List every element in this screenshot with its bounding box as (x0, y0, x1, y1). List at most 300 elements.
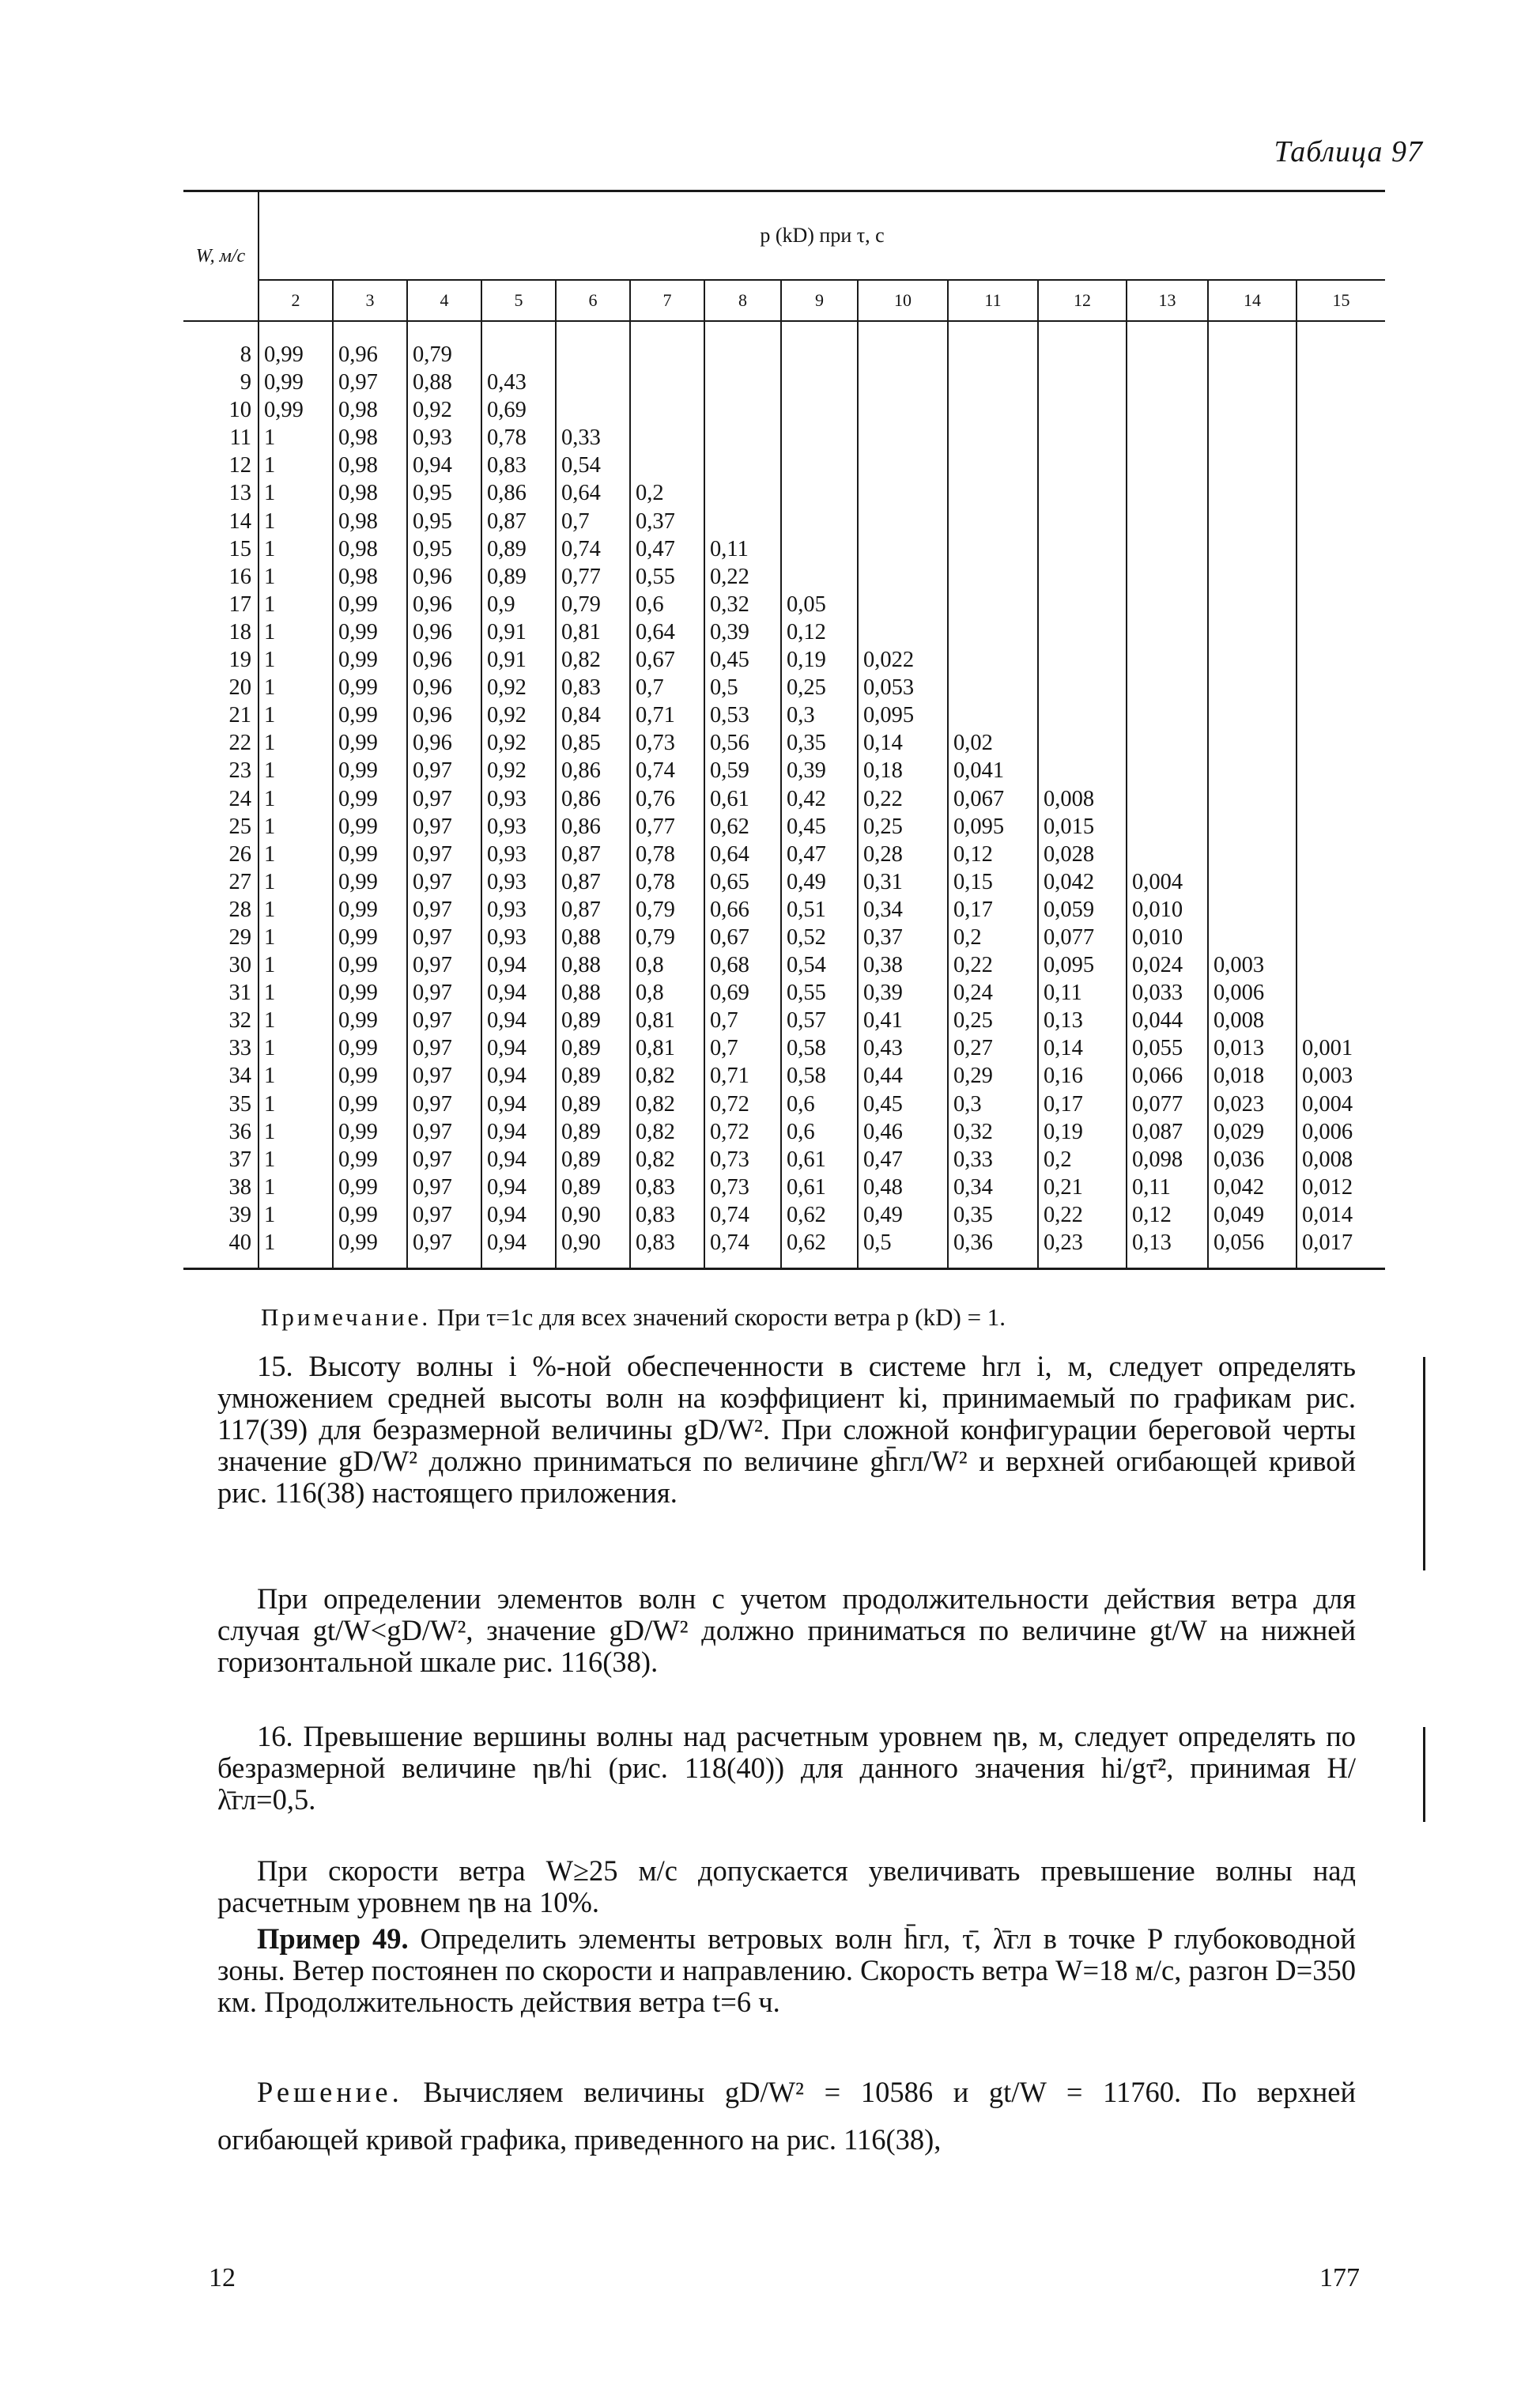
probability-cell: 0,93 (407, 424, 481, 452)
probability-cell: 0,5 (704, 674, 781, 701)
probability-cell (704, 424, 781, 452)
probability-cell: 0,3 (781, 701, 858, 729)
probability-cell: 0,46 (858, 1118, 948, 1146)
probability-cell (1127, 729, 1208, 757)
probability-cell (1297, 479, 1385, 507)
table-row (183, 979, 1385, 1007)
table-row (183, 508, 1385, 535)
probability-cell: 0,2 (1038, 1146, 1127, 1173)
probability-cell: 0,61 (781, 1173, 858, 1201)
probability-cell (1297, 924, 1385, 951)
probability-cell: 0,010 (1127, 896, 1208, 924)
probability-cell: 0,74 (556, 535, 630, 563)
probability-cell (556, 368, 630, 396)
probability-cell: 0,39 (858, 979, 948, 1007)
wind-speed-cell: 13 (228, 481, 251, 506)
probability-cell: 0,71 (704, 1062, 781, 1090)
probability-cell: 0,94 (481, 979, 556, 1007)
probability-cell: 0,14 (1038, 1034, 1127, 1062)
probability-cell: 0,018 (1208, 1062, 1297, 1090)
probability-cell (1038, 563, 1127, 591)
probability-cell (1208, 424, 1297, 452)
table-row (183, 321, 1385, 368)
probability-cell (1208, 368, 1297, 396)
probability-cell (1297, 396, 1385, 424)
probability-cell: 0,6 (781, 1090, 858, 1118)
probability-cell (858, 368, 948, 396)
probability-cell (1127, 479, 1208, 507)
probability-cell: 1 (259, 535, 333, 563)
table-row (183, 1173, 1385, 1201)
probability-cell: 0,69 (704, 979, 781, 1007)
probability-cell (858, 618, 948, 646)
probability-cell: 0,55 (630, 563, 704, 591)
probability-cell: 0,97 (407, 813, 481, 841)
probability-cell: 0,52 (781, 924, 858, 951)
probability-cell: 0,89 (556, 1007, 630, 1034)
probability-cell: 0,92 (407, 396, 481, 424)
table-row (183, 535, 1385, 563)
solution-text: Вычисляем величины gD/W² = 10586 и gt/W = 11760. По верхней огибающей кривой графика, приведенного на рис. 116(38), (217, 2076, 1357, 2156)
probability-cell: 0,94 (481, 1201, 556, 1229)
probability-cell (1208, 729, 1297, 757)
probability-cell: 0,94 (481, 1090, 556, 1118)
table-row (183, 813, 1385, 841)
probability-cell: 0,97 (407, 1229, 481, 1269)
probability-cell: 0,99 (333, 1229, 407, 1269)
probability-cell (1297, 321, 1385, 368)
probability-cell: 0,15 (948, 868, 1038, 896)
probability-cell: 0,99 (333, 646, 407, 674)
probability-cell: 0,97 (407, 1201, 481, 1229)
probability-cell: 0,90 (556, 1201, 630, 1229)
probability-cell: 0,72 (704, 1090, 781, 1118)
table-row (183, 1062, 1385, 1090)
table-row (183, 1229, 1385, 1269)
probability-cell (1297, 508, 1385, 535)
probability-cell (948, 321, 1038, 368)
probability-cell: 0,62 (704, 813, 781, 841)
wind-speed-cell: 14 (228, 508, 251, 534)
probability-cell: 0,96 (407, 674, 481, 701)
probability-cell: 0,83 (556, 674, 630, 701)
table-row (183, 757, 1385, 784)
probability-cell: 0,47 (630, 535, 704, 563)
probability-cell: 0,023 (1208, 1090, 1297, 1118)
probability-cell: 0,001 (1297, 1034, 1385, 1062)
table-97 (183, 190, 1353, 1270)
probability-cell: 0,78 (630, 841, 704, 868)
probability-cell: 0,22 (948, 951, 1038, 979)
wind-speed-cell: 39 (228, 1202, 251, 1227)
probability-cell: 0,94 (481, 1118, 556, 1146)
probability-cell (1038, 535, 1127, 563)
probability-cell (1297, 368, 1385, 396)
probability-cell: 0,049 (1208, 1201, 1297, 1229)
probability-cell: 0,066 (1127, 1062, 1208, 1090)
table-note (261, 1303, 1368, 1332)
probability-cell: 1 (259, 701, 333, 729)
probability-cell (1038, 452, 1127, 479)
probability-cell (556, 396, 630, 424)
probability-cell (1127, 424, 1208, 452)
example-49 (217, 1923, 1356, 2018)
probability-cell: 0,23 (1038, 1229, 1127, 1269)
wind-speed-cell: 15 (228, 536, 251, 561)
probability-cell: 0,077 (1127, 1090, 1208, 1118)
probability-cell (781, 508, 858, 535)
probability-cell (1208, 535, 1297, 563)
wind-speed-cell: 25 (228, 814, 251, 839)
probability-cell (1127, 535, 1208, 563)
probability-cell: 0,97 (407, 1062, 481, 1090)
probability-cell: 1 (259, 618, 333, 646)
page-number: 177 (1319, 2263, 1360, 2292)
probability-cell: 0,37 (630, 508, 704, 535)
probability-cell (1038, 368, 1127, 396)
probability-cell: 0,99 (333, 1062, 407, 1090)
probability-cell (858, 424, 948, 452)
solution-label: Решение. (257, 2076, 403, 2108)
probability-cell: 0,97 (407, 785, 481, 813)
probability-cell: 0,017 (1297, 1229, 1385, 1269)
probability-cell: 0,22 (704, 563, 781, 591)
wind-speed-cell: 17 (228, 591, 251, 617)
probability-cell: 0,97 (407, 951, 481, 979)
probability-cell: 0,18 (858, 757, 948, 784)
probability-cell: 0,94 (481, 1229, 556, 1269)
probability-cell (948, 479, 1038, 507)
wind-speed-cell: 10 (228, 398, 251, 423)
probability-cell: 0,77 (556, 563, 630, 591)
probability-cell: 0,99 (333, 1173, 407, 1201)
probability-cell: 0,74 (704, 1229, 781, 1269)
probability-cell (948, 674, 1038, 701)
probability-cell: 0,96 (407, 591, 481, 618)
margin-line (1423, 1727, 1425, 1822)
probability-cell (1297, 813, 1385, 841)
probability-cell: 0,6 (630, 591, 704, 618)
probability-cell: 0,6 (781, 1118, 858, 1146)
probability-cell (556, 321, 630, 368)
probability-cell: 0,99 (333, 1146, 407, 1173)
probability-cell: 0,86 (556, 757, 630, 784)
table-row (183, 1146, 1385, 1173)
probability-cell: 0,86 (481, 479, 556, 507)
wind-speed-cell: 23 (228, 758, 251, 784)
probability-cell: 0,87 (556, 868, 630, 896)
probability-cell: 0,32 (704, 591, 781, 618)
probability-cell (1208, 563, 1297, 591)
probability-cell: 1 (259, 1201, 333, 1229)
table-row (183, 924, 1385, 951)
wind-speed-cell: 27 (228, 869, 251, 894)
probability-cell: 1 (259, 1034, 333, 1062)
table-row (183, 1007, 1385, 1034)
probability-cell: 0,99 (333, 924, 407, 951)
probability-cell: 0,97 (407, 1034, 481, 1062)
probability-cell: 0,82 (630, 1090, 704, 1118)
probability-cell: 0,89 (556, 1090, 630, 1118)
column-header-6: 6 (556, 280, 630, 321)
probability-cell: 0,87 (481, 508, 556, 535)
probability-cell: 0,93 (481, 785, 556, 813)
probability-cell (948, 591, 1038, 618)
probability-cell: 0,5 (858, 1229, 948, 1269)
probability-cell: 0,067 (948, 785, 1038, 813)
probability-cell: 0,98 (333, 508, 407, 535)
probability-cell: 0,042 (1208, 1173, 1297, 1201)
probability-cell (948, 508, 1038, 535)
probability-cell: 0,99 (333, 674, 407, 701)
probability-cell: 0,97 (407, 1007, 481, 1034)
probability-cell: 0,33 (556, 424, 630, 452)
probability-cell: 0,7 (630, 674, 704, 701)
probability-cell: 0,7 (704, 1034, 781, 1062)
probability-cell: 0,7 (556, 508, 630, 535)
probability-cell: 0,99 (333, 618, 407, 646)
wind-speed-cell: 8 (240, 342, 251, 367)
header-probability-group: p (kD) при τ, с (259, 191, 1385, 281)
probability-cell: 0,99 (333, 1118, 407, 1146)
column-header-13: 13 (1127, 280, 1208, 321)
probability-cell (858, 452, 948, 479)
probability-cell: 0,79 (630, 924, 704, 951)
probability-cell: 0,12 (1127, 1201, 1208, 1229)
probability-cell: 0,97 (407, 757, 481, 784)
probability-cell (1297, 591, 1385, 618)
probability-cell: 0,99 (333, 785, 407, 813)
probability-cell (858, 591, 948, 618)
table-row (183, 896, 1385, 924)
probability-cell (1127, 757, 1208, 784)
probability-cell: 1 (259, 674, 333, 701)
probability-cell (948, 396, 1038, 424)
probability-cell: 0,94 (481, 1173, 556, 1201)
probability-cell: 0,72 (704, 1118, 781, 1146)
probability-cell (1127, 321, 1208, 368)
probability-cell (630, 321, 704, 368)
wind-speed-cell: 11 (229, 425, 251, 451)
probability-cell (1208, 701, 1297, 729)
probability-cell: 0,71 (630, 701, 704, 729)
probability-cell: 0,82 (556, 646, 630, 674)
probability-cell: 0,34 (858, 896, 948, 924)
probability-cell: 0,055 (1127, 1034, 1208, 1062)
probability-cell: 0,11 (1038, 979, 1127, 1007)
probability-cell: 0,13 (1127, 1229, 1208, 1269)
probability-cell: 0,86 (556, 813, 630, 841)
probability-cell: 0,89 (556, 1118, 630, 1146)
probability-cell: 0,095 (1038, 951, 1127, 979)
probability-cell: 0,53 (704, 701, 781, 729)
probability-cell: 0,7 (704, 1007, 781, 1034)
probability-cell: 0,92 (481, 757, 556, 784)
probability-cell: 0,99 (333, 1090, 407, 1118)
probability-cell: 0,74 (630, 757, 704, 784)
probability-cell: 0,89 (556, 1034, 630, 1062)
probability-cell: 0,78 (481, 424, 556, 452)
probability-cell (1127, 646, 1208, 674)
probability-cell: 0,96 (407, 701, 481, 729)
table-row (183, 1090, 1385, 1118)
wind-speed-cell: 22 (228, 731, 251, 756)
probability-cell: 0,99 (259, 321, 333, 368)
probability-cell: 0,13 (1038, 1007, 1127, 1034)
probability-cell: 0,087 (1127, 1118, 1208, 1146)
probability-cell: 0,99 (333, 1201, 407, 1229)
probability-cell: 0,73 (704, 1173, 781, 1201)
probability-cell: 0,57 (781, 1007, 858, 1034)
probability-cell: 0,73 (630, 729, 704, 757)
probability-cell: 0,12 (781, 618, 858, 646)
probability-cell: 0,91 (481, 618, 556, 646)
probability-cell: 0,008 (1297, 1146, 1385, 1173)
probability-cell: 0,014 (1297, 1201, 1385, 1229)
probability-cell: 0,83 (630, 1201, 704, 1229)
probability-cell: 0,12 (948, 841, 1038, 868)
probability-cell (1127, 813, 1208, 841)
probability-cell (1297, 868, 1385, 896)
probability-cell: 0,99 (333, 951, 407, 979)
probability-cell: 0,99 (333, 841, 407, 868)
probability-cell (1297, 618, 1385, 646)
probability-cell: 0,54 (556, 452, 630, 479)
probability-cell: 0,041 (948, 757, 1038, 784)
probability-cell (1038, 321, 1127, 368)
probability-cell: 0,98 (333, 535, 407, 563)
probability-cell: 0,042 (1038, 868, 1127, 896)
probability-cell: 0,58 (781, 1034, 858, 1062)
wind-speed-cell: 21 (228, 703, 251, 728)
probability-cell: 0,45 (858, 1090, 948, 1118)
probability-cell (858, 321, 948, 368)
probability-cell: 1 (259, 729, 333, 757)
probability-cell (1208, 813, 1297, 841)
probability-cell: 0,059 (1038, 896, 1127, 924)
column-header-14: 14 (1208, 280, 1297, 321)
probability-cell: 0,93 (481, 896, 556, 924)
probability-cell (948, 701, 1038, 729)
probability-cell (781, 368, 858, 396)
probability-cell (948, 563, 1038, 591)
probability-cell (704, 321, 781, 368)
column-header-9: 9 (781, 280, 858, 321)
probability-cell (1127, 452, 1208, 479)
probability-cell: 0,79 (556, 591, 630, 618)
probability-cell (1038, 757, 1127, 784)
probability-cell: 1 (259, 924, 333, 951)
probability-cell: 0,56 (704, 729, 781, 757)
probability-cell: 0,49 (781, 868, 858, 896)
probability-cell: 0,64 (556, 479, 630, 507)
probability-cell: 0,59 (704, 757, 781, 784)
probability-cell (858, 563, 948, 591)
probability-cell: 0,95 (407, 479, 481, 507)
probability-cell (781, 424, 858, 452)
probability-cell (858, 535, 948, 563)
probability-cell (1208, 591, 1297, 618)
probability-cell: 0,47 (858, 1146, 948, 1173)
probability-cell: 0,99 (333, 813, 407, 841)
probability-cell (1208, 785, 1297, 813)
probability-cell: 0,84 (556, 701, 630, 729)
probability-cell: 0,94 (481, 1034, 556, 1062)
probability-cell: 0,81 (630, 1034, 704, 1062)
paragraph-16: 16. Превышение вершины волны над расчетным уровнем ηв, м, следует определять по безразмерной величине ηв/hi (рис. 118(40)) для данного значения hi/gτ̄², принимая H/λ̄гл=0,5. (217, 1720, 1356, 1816)
probability-cell (630, 368, 704, 396)
table-row (183, 701, 1385, 729)
probability-cell: 1 (259, 1173, 333, 1201)
probability-cell: 0,095 (948, 813, 1038, 841)
probability-cell: 0,036 (1208, 1146, 1297, 1173)
probability-cell: 0,86 (556, 785, 630, 813)
probability-cell: 1 (259, 868, 333, 896)
probability-cell: 0,008 (1208, 1007, 1297, 1034)
probability-cell: 1 (259, 813, 333, 841)
probability-cell: 1 (259, 979, 333, 1007)
probability-cell (1038, 701, 1127, 729)
probability-cell: 0,94 (481, 1007, 556, 1034)
column-header-5: 5 (481, 280, 556, 321)
probability-cell: 0,17 (1038, 1090, 1127, 1118)
probability-cell: 0,91 (481, 646, 556, 674)
probability-cell (1208, 924, 1297, 951)
probability-cell: 0,25 (948, 1007, 1038, 1034)
probability-cell: 0,83 (630, 1229, 704, 1269)
probability-cell: 0,21 (1038, 1173, 1127, 1201)
probability-cell: 1 (259, 1007, 333, 1034)
column-header-15: 15 (1297, 280, 1385, 321)
probability-cell: 0,053 (858, 674, 948, 701)
probability-cell: 0,93 (481, 841, 556, 868)
probability-cell (1127, 563, 1208, 591)
probability-cell (948, 646, 1038, 674)
probability-cell: 0,88 (556, 979, 630, 1007)
probability-cell (1127, 591, 1208, 618)
probability-cell: 0,11 (1127, 1173, 1208, 1201)
probability-cell (1297, 1007, 1385, 1034)
probability-cell: 0,19 (1038, 1118, 1127, 1146)
probability-cell: 0,05 (781, 591, 858, 618)
probability-cell: 0,98 (333, 396, 407, 424)
probability-cell: 1 (259, 785, 333, 813)
probability-cell: 0,83 (630, 1173, 704, 1201)
probability-cell: 0,97 (407, 841, 481, 868)
probability-cell (948, 452, 1038, 479)
table-row (183, 674, 1385, 701)
table-row (183, 396, 1385, 424)
probability-cell: 0,97 (407, 924, 481, 951)
probability-cell: 0,37 (858, 924, 948, 951)
probability-cell: 0,99 (259, 368, 333, 396)
wind-speed-cell: 9 (240, 370, 251, 395)
probability-cell (1208, 674, 1297, 701)
probability-cell (781, 452, 858, 479)
wind-speed-cell: 31 (228, 981, 251, 1006)
probability-cell (781, 321, 858, 368)
probability-cell (481, 321, 556, 368)
probability-cell: 0,83 (481, 452, 556, 479)
probability-cell: 0,99 (333, 868, 407, 896)
wind-speed-cell: 29 (228, 924, 251, 950)
probability-cell: 1 (259, 591, 333, 618)
probability-cell: 0,45 (781, 813, 858, 841)
signature-mark: 12 (209, 2263, 236, 2292)
probability-cell: 0,94 (481, 1062, 556, 1090)
probability-cell: 0,93 (481, 868, 556, 896)
table-caption: Таблица 97 (1274, 135, 1423, 168)
